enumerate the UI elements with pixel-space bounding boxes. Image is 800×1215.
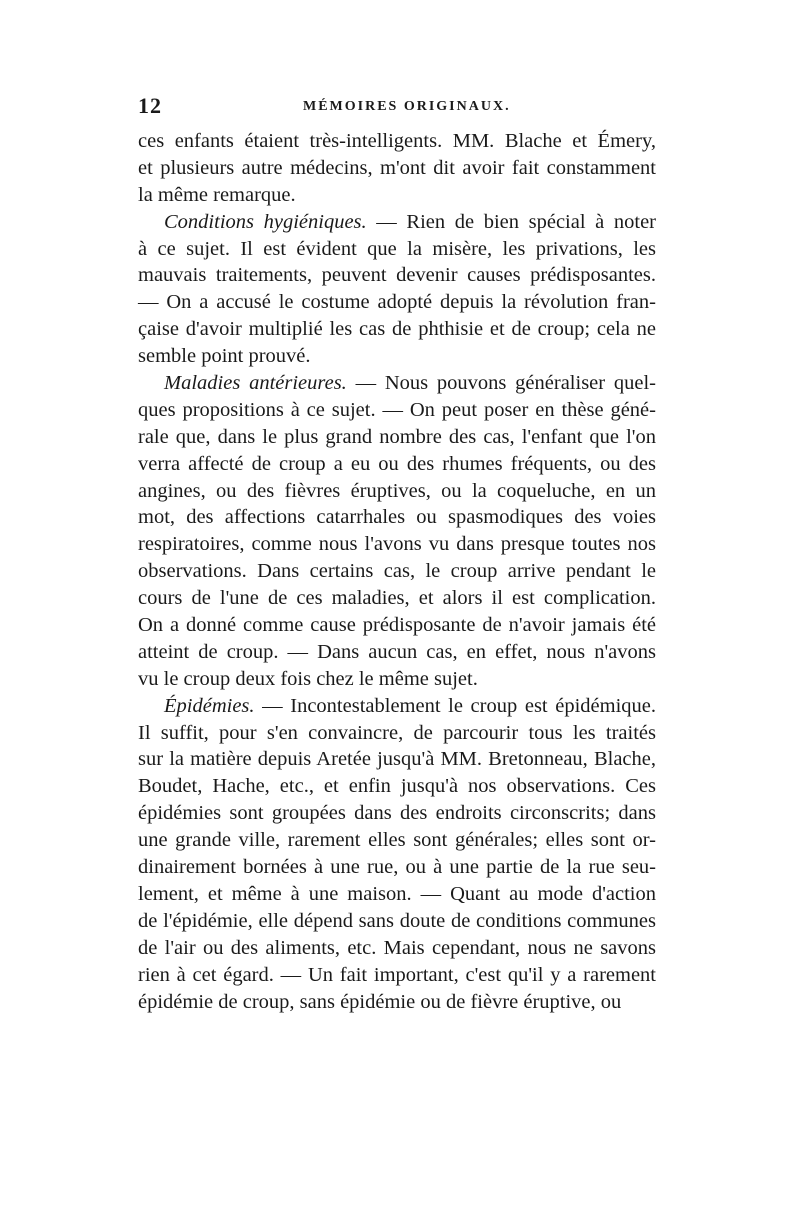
text-line [138, 720, 656, 747]
text-line [138, 289, 656, 316]
text-line [138, 827, 656, 854]
text-line [138, 908, 656, 935]
text-line [138, 558, 656, 585]
body-text [138, 128, 656, 1015]
text-run: rale que, dans le plus grand nombre des cas, l'enfant que l'on [138, 425, 656, 448]
text-line [138, 746, 656, 773]
text-run: Boudet, Hache, etc., et enfin jusqu'à nos observations. Ces [138, 775, 656, 798]
text-run: — On a accusé le costume adopté depuis la révolution fran- [138, 291, 656, 314]
page-header [138, 93, 656, 123]
text-run: épidémie de croup, sans épidémie ou de fièvre éruptive, ou [138, 990, 622, 1013]
text-line [138, 935, 656, 962]
text-run: — Nous pouvons généraliser quel- [346, 372, 656, 395]
text-line [138, 343, 656, 370]
text-run: verra affecté de croup a eu ou des rhumes fréquents, ou des [138, 452, 656, 475]
text-run: mot, des affections catarrhales ou spasmodiques des voies [138, 506, 656, 529]
section-heading: Conditions hygiéniques. [164, 210, 367, 233]
text-line [138, 639, 656, 666]
text-run: ques propositions à ce sujet. — On peut poser en thèse géné- [138, 398, 656, 421]
section-heading: Épidémies. [164, 694, 255, 717]
text-run: de l'air ou des aliments, etc. Mais cependant, nous ne savons [138, 936, 656, 959]
text-run: ces enfants étaient très-intelligents. MM. Blache et Émery, [138, 130, 656, 152]
text-run: dinairement bornées à une rue, ou à une partie de la rue seu- [138, 856, 656, 879]
text-run: angines, ou des fièvres éruptives, ou la coqueluche, en un [138, 479, 656, 502]
text-run: atteint de croup. — Dans aucun cas, en effet, nous n'avons [138, 640, 656, 663]
text-line [138, 666, 656, 693]
text-line [138, 612, 656, 639]
text-run: sur la matière depuis Aretée jusqu'à MM. Bretonneau, Blache, [138, 748, 656, 771]
text-line [138, 693, 656, 720]
text-line [138, 504, 656, 531]
text-line [138, 478, 656, 505]
text-run: Il suffit, pour s'en convaincre, de parcourir tous les traités [138, 721, 656, 744]
text-run: et plusieurs autre médecins, m'ont dit avoir fait constamment [138, 156, 656, 179]
text-line [138, 128, 656, 155]
text-line [138, 585, 656, 612]
text-run: rien à cet égard. — Un fait important, c'est qu'il y a rarement [138, 963, 656, 986]
text-run: cours de l'une de ces maladies, et alors il est complication. [138, 587, 656, 610]
text-line [138, 155, 656, 182]
page-number: 12 [138, 93, 162, 118]
text-run: à ce sujet. Il est évident que la misère, les privations, les [138, 237, 656, 260]
section-heading: Maladies antérieures. [164, 372, 347, 395]
text-line [138, 236, 656, 263]
text-run: semble point prouvé. [138, 345, 311, 368]
running-head: MÉMOIRES ORIGINAUX. [303, 99, 511, 114]
text-run: On a donné comme cause prédisposante de n'avoir jamais été [138, 614, 656, 637]
text-run: lement, et même à une maison. — Quant au mode d'action [138, 882, 656, 905]
text-line [138, 531, 656, 558]
text-run: — Incontestablement le croup est épidémique. [254, 694, 656, 717]
text-line [138, 397, 656, 424]
text-line [138, 800, 656, 827]
text-run: une grande ville, rarement elles sont générales; elles sont or- [138, 829, 656, 852]
text-line [138, 881, 656, 908]
text-run: — Rien de bien spécial à noter [366, 210, 657, 233]
text-line [138, 451, 656, 478]
text-run: mauvais traitements, peuvent devenir causes prédisposantes. [138, 264, 656, 287]
text-run: épidémies sont groupées dans des endroits circonscrits; dans [138, 802, 656, 825]
text-line [138, 773, 656, 800]
text-run: respiratoires, comme nous l'avons vu dans presque toutes nos [138, 533, 656, 556]
text-run: de l'épidémie, elle dépend sans doute de conditions communes [138, 909, 656, 932]
text-run: observations. Dans certains cas, le croup arrive pendant le [138, 560, 656, 583]
text-line [138, 209, 656, 236]
text-line [138, 262, 656, 289]
text-line [138, 182, 656, 209]
text-line [138, 316, 656, 343]
text-line [138, 370, 656, 397]
text-line [138, 424, 656, 451]
text-line [138, 962, 656, 989]
text-line [138, 854, 656, 881]
text-run: vu le croup deux fois chez le même sujet. [138, 667, 478, 690]
text-run: la même remarque. [138, 183, 296, 206]
text-line [138, 989, 656, 1016]
text-run: çaise d'avoir multiplié les cas de phthisie et de croup; cela ne [138, 318, 656, 341]
